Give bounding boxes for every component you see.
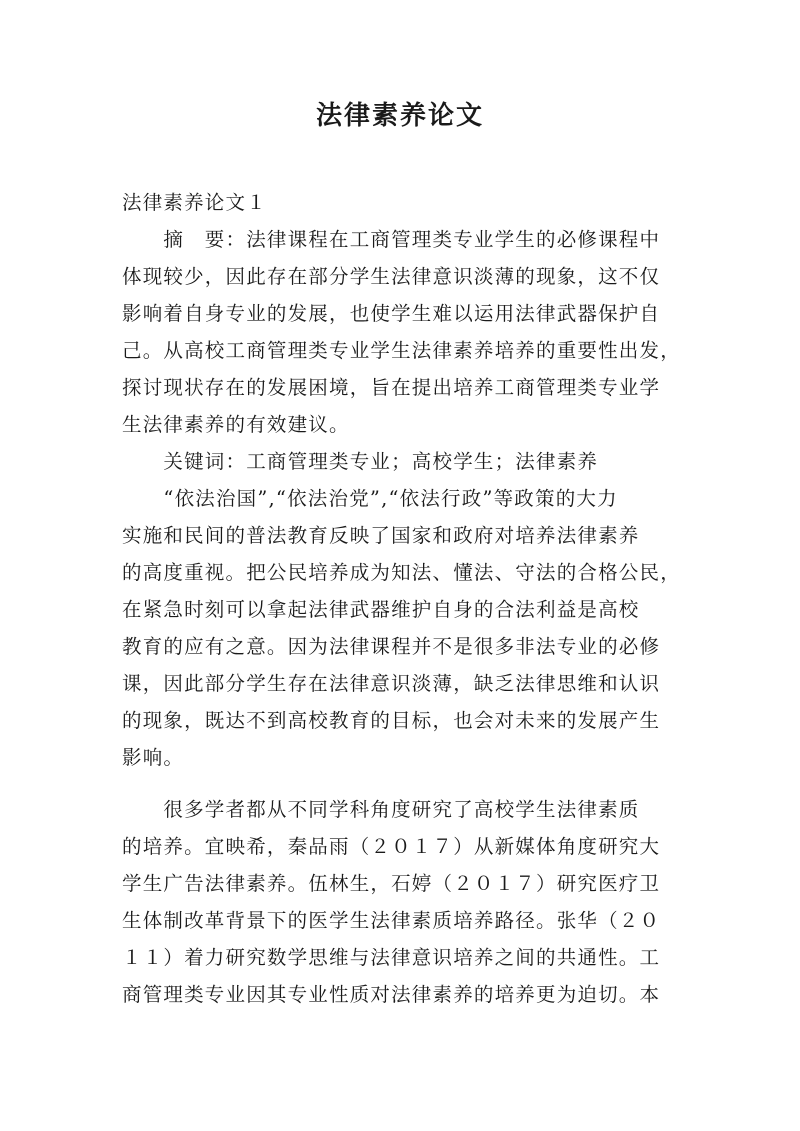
abstract-line: 生法律素养的有效建议。 [122,413,350,436]
paragraph-line: 很多学者都从不同学科角度研究了高校学生法律素质 [122,798,640,821]
paragraph-line: 在紧急时刻可以拿起法律武器维护自身的合法利益是高校 [122,598,640,621]
section-label: 法律素养论文１ [122,191,267,214]
paragraph-line: 学生广告法律素养。伍林生，石婷（２０１７）研究医疗卫 [122,872,661,895]
paragraph-line: 影响。 [122,746,185,769]
paragraph-line: “依法治国”,“依法治党”,“依法行政”等政策的大力 [122,487,618,510]
keywords-line: 关键词：工商管理类专业；高校学生；法律素养 [122,450,599,473]
document-title: 法律素养论文 [315,101,484,131]
abstract-line: 探讨现状存在的发展困境，旨在提出培养工商管理类专业学 [122,376,661,399]
document-body [122,184,680,1013]
abstract-line: 影响着自身专业的发展，也使学生难以运用法律武器保护自 [122,302,661,325]
body-paragraph-1 [122,480,680,776]
paragraph-line: 课，因此部分学生存在法律意识淡薄，缺乏法律思维和认识 [122,672,661,695]
abstract-line: 摘 要：法律课程在工商管理类专业学生的必修课程中 [122,228,661,251]
paragraph-line: 实施和民间的普法教育反映了国家和政府对培养法律素养 [122,524,640,547]
paragraph-line: 教育的应有之意。因为法律课程并不是很多非法专业的必修 [122,635,661,658]
paragraph-line: 商管理类专业因其专业性质对法律素养的培养更为迫切。本 [122,983,661,1006]
abstract-line: 体现较少，因此存在部分学生法律意识淡薄的现象，这不仅 [122,265,661,288]
abstract-line: 己。从高校工商管理类专业学生法律素养培养的重要性出发， [122,339,681,362]
paragraph-line: 的培养。宜映希，秦品雨（２０１７）从新媒体角度研究大 [122,835,661,858]
abstract-paragraph [122,221,680,443]
paragraph-spacer [122,776,680,791]
paragraph-line: 生体制改革背景下的医学生法律素质培养路径。张华（２０ [122,909,661,932]
body-paragraph-2 [122,791,680,1013]
paragraph-line: 的现象，既达不到高校教育的目标，也会对未来的发展产生 [122,709,661,732]
paragraph-line: １１）着力研究数学思维与法律意识培养之间的共通性。工 [122,946,661,969]
paragraph-line: 的高度重视。把公民培养成为知法、懂法、守法的合格公民， [122,561,681,584]
